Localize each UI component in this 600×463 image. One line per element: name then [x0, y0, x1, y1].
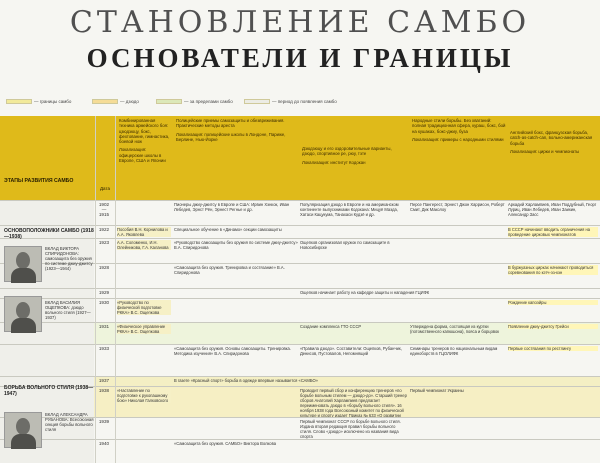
- row-cell: В СССР начинают вводить ограничения на проведение цирковых чемпионатов: [508, 227, 598, 237]
- portrait-rubanov: [4, 412, 42, 448]
- header-col-d-loc: Локализация: примеры с народными стилями: [412, 136, 504, 142]
- row-cell: Специальное обучение в «Динамо» секции самозащиты: [174, 227, 282, 232]
- legend-item: [244, 99, 337, 105]
- header-col-a: [119, 118, 171, 198]
- legend-swatch: [244, 99, 270, 104]
- row-year: 1929: [98, 290, 110, 295]
- row-year: 1902—1915: [98, 202, 110, 217]
- table-row: [0, 200, 600, 225]
- person-caption: ВКЛАД ВИКТОРА СПИРИДОНОВА: самозащита без оружия по системе джиу-джитсу (1923—1944): [45, 246, 93, 271]
- row-year: 1922: [98, 227, 110, 232]
- legend-item: [6, 99, 71, 105]
- header-col-d-text: Народные стили борьбы. Без хватаний: полная традиционная сфера, кураш, бокс, бой на кушаках, бокс-джиу, буза: [412, 118, 506, 134]
- legend-item: [92, 99, 139, 105]
- row-cell: Ощепков начинает работу на кафедре защиты и нападения ГЦИФК: [300, 290, 430, 295]
- row-year: 1930: [98, 300, 110, 305]
- page-subtitle: ОСНОВАТЕЛИ И ГРАНИЦЫ: [86, 43, 514, 73]
- date-header: Дата: [100, 186, 110, 191]
- row-cell: Создание комплекса ГТО СССР: [300, 324, 362, 329]
- legend-swatch: [156, 99, 182, 104]
- row-cell: Пособия В.Н. Корнилова и А.А. Яковлева: [117, 227, 171, 237]
- row-cell: Первый чемпионат Украины: [410, 388, 464, 393]
- row-cell: В буржуазных цирках начинают проводиться соревнования по кэтч-эз-кэн: [508, 265, 598, 275]
- legend-swatch: [92, 99, 118, 104]
- row-cell: Персе Пангерест, Эрнест Джон Харрисон, Роберт Смит, Дик Маколоу: [410, 202, 505, 212]
- row-cell: «Самозащита без оружия. Тренировка и состязание» В.А. Спиридонова: [174, 265, 285, 275]
- header-col-b: [176, 118, 296, 198]
- table-row: [0, 439, 600, 463]
- row-cell: Аркадий Харлампиев, Иван Поддубный, Георг Луриц, Иван Лебедев, Иван Заикин, Александр Засс: [508, 202, 597, 217]
- row-year: 1938: [98, 388, 110, 393]
- legend-label: — за пределами самбо: [184, 99, 233, 104]
- header-col-b-loc: Локализация: полицейские школы в Лондоне, Париже, Берлине, Нью-Йорке: [176, 131, 286, 142]
- legend-swatch: [6, 99, 32, 104]
- row-year: 1939: [98, 419, 110, 424]
- page-title: СТАНОВЛЕНИЕ САМБО: [69, 5, 531, 40]
- row-year: 1923: [98, 240, 110, 245]
- stage-title: ОСНОВОПОЛОЖНИКИ САМБО (1918—1938): [4, 228, 94, 240]
- header-col-a-text: Комбинированная техника армейского боя: цзюдзюцу, бокс, фехтование, гимнастика, боевой нож: [119, 118, 170, 145]
- row-cell: Появление джиу-джитсу Грейси: [508, 324, 598, 329]
- header-col-b-text: Полицейские приемы самозащиты и обезвреживания. Практические методы ареста: [176, 118, 285, 129]
- row-cell: Пионеры джиу-джитсу в Европе и США: Ирвин Хэнкок, Иван Лебедев, Эрнст Рён, Эрнест Регнье и др.: [174, 202, 290, 212]
- row-cell: «Физическое управление РККА» В.С. Ощепкова: [117, 324, 171, 334]
- header-col-a-loc: Локализация: офицерские школы в Европе, США и Японии: [119, 147, 166, 164]
- row-cell: Рождение капоэйры: [508, 300, 598, 305]
- header-col-e-text: Английский бокс, французская борьба, catch-as-catch-can, вольно-американская борьба: [510, 130, 593, 146]
- portrait-oshchepkov: [4, 296, 42, 332]
- row-cell: Проводит первый сбор и конференцию тренеров «по борьбе вольным стилем — дзюдо-до». Старший тренер сборов Анатолий Харлампиев предлагает переименовать дзюдо в «борьбу вольного стиля». 16 ноября 1938 года Всесоюзный комитет по физической культуре и спорту издает Приказ № 633 «О развитии: [300, 388, 407, 417]
- person-caption: ВКЛАД АЛЕКСАНДРА РУБАНОВА: Всесоюзная секция борьбы вольного стиля: [45, 412, 94, 432]
- stages-header: ЭТАПЫ РАЗВИТИЯ САМБО: [4, 178, 74, 184]
- portrait-spiridonov: [4, 246, 42, 282]
- table-row: [0, 322, 600, 344]
- row-cell: Популяризация дзюдо в Европе и на американском континенте выпускниками Кодокана: Мицуё Маэда, Хатаси Кацукума, Танахаси Кудзё и др.: [300, 202, 399, 217]
- header-col-d: [412, 118, 506, 198]
- row-cell: «Самозащита без оружия. Основы самозащиты. Тренировка. Методика изучения» В.А. Спиридонова: [174, 346, 291, 356]
- row-year: 1937: [98, 378, 110, 383]
- header-col-c-loc: Локализация: институт Кодокан: [302, 159, 366, 165]
- row-cell: Утверждена форма, состоящая из куртки (потомственного капюшона), пояса и борцовок: [410, 324, 500, 334]
- legend-label: — дзюдо: [120, 99, 139, 104]
- legend-item: [156, 99, 233, 105]
- row-cell: Ощепков организовал кружок по самозащите в Новосибирске: [300, 240, 390, 250]
- row-cell: Семинары тренеров по национальным видам единоборств в ГЦОЛИФК: [410, 346, 498, 356]
- row-cell: «Правила дзюдо». Составители: Ощепков, Рубанчик, Денисов, Пустовалов, Непомнящий: [300, 346, 402, 356]
- row-year: 1928: [98, 265, 110, 270]
- header-col-c: [302, 146, 406, 196]
- row-cell: А.А. Соломенко, И.Н. Олейникова, Г.А. Каланова: [117, 240, 171, 250]
- row-cell: «Руководство самозащиты без оружия по системе джиу-джитсу» В.А. Спиридонова: [174, 240, 298, 250]
- stage-title: БОРЬБА ВОЛЬНОГО СТИЛЯ (1938—1947): [4, 385, 94, 397]
- row-cell: «Наставление по подготовке к рукопашному бою» Николая Галковского: [117, 388, 171, 403]
- row-year: 1933: [98, 346, 110, 351]
- table-row: [0, 288, 600, 298]
- row-cell: В газете «Красный спорт» борьба в одежде впервые называется «САМБО»: [174, 378, 318, 383]
- row-cell: Первый чемпионат СССР по борьбе вольного стиля. Издана вторая редакция правил борьбы вольного стиля. Слово «дзюдо» исключено из названия вида спорта: [300, 419, 401, 439]
- table-row: [0, 344, 600, 376]
- header-col-c-text: Дзюдзюцу и его оздоровительные варианты, дзюдо, спортивное ре, рюу, тэте: [302, 146, 392, 157]
- row-cell: Первые состязания по рестлингу: [508, 346, 598, 351]
- legend-label: — период до появления самбо: [272, 99, 337, 104]
- header-col-e: [510, 130, 598, 196]
- row-year: 1940: [98, 441, 110, 446]
- row-cell: «Самозащита без оружия. САМБО» Виктора Волкова: [174, 441, 276, 446]
- row-year: 1931: [98, 324, 110, 329]
- row-cell: «Руководство по физической подготовке РККА» В.С. Ощепкова: [117, 300, 171, 315]
- person-caption: ВКЛАД ВАСИЛИЯ ОЩЕПКОВА: дзюдо вольного стиля (1927—1937): [45, 300, 91, 320]
- header-col-e-loc: Локализация: цирки и чемпионаты: [510, 148, 580, 154]
- legend-label: — границы самбо: [34, 99, 72, 104]
